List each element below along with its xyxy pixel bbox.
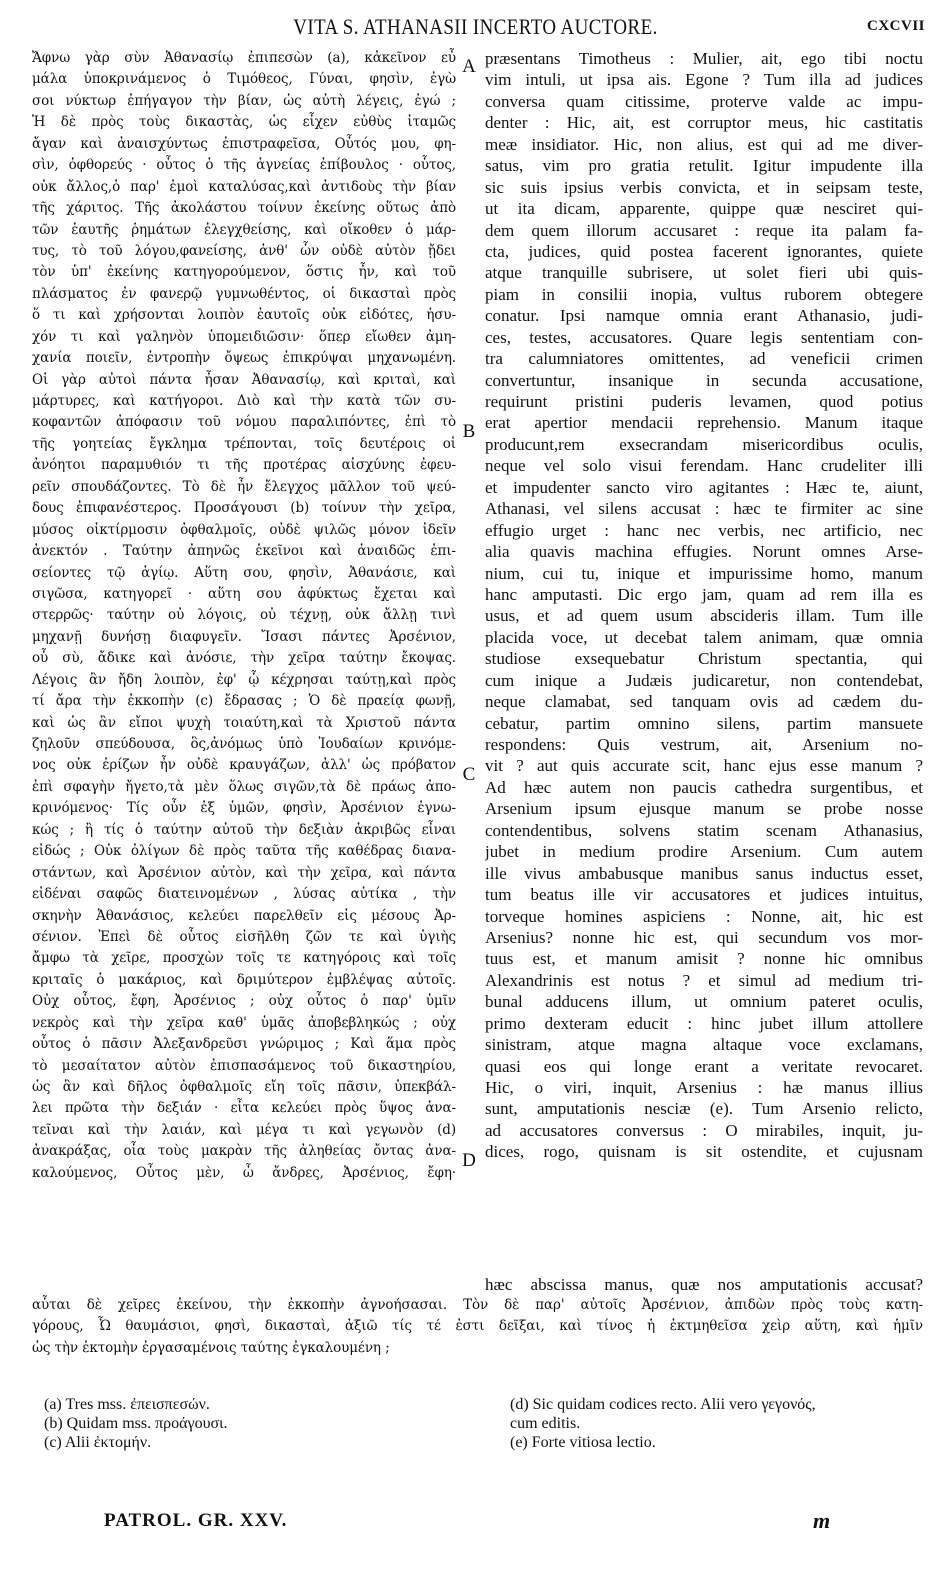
latin-text-line: Athanasi, vel silens accusat : hæc te firmiter ac sine [485, 499, 923, 519]
latin-text-line: vit ? aut quis accurate scit, hanc ejus esse manum ? [485, 756, 923, 776]
greek-text-line: ὡς ἂν καὶ δῆλος ὀφθαλμοῖς εἴη τοῖς πᾶσιν, ὑπεκβάλ- [32, 1079, 456, 1095]
greek-full-width-line: γόρους, Ὦ θαυμάσιοι, φησὶ, δικασταὶ, ἀξιῶ τίς τέ ἐστι δεῖξαι, καὶ τίνος ἡ ἐκτμηθεῖσα χεὶρ αὕτη, καὶ ἡμῖν [32, 1318, 923, 1335]
printer-signature-mark: m [813, 1508, 831, 1533]
greek-text-line: νος οὐκ ἐρίζων ἦν οὐδὲ κραυγάζων, ἀλλ' ὡς πρόβατον [32, 757, 456, 774]
greek-text-line: Οἱ γὰρ αὐτοὶ πάντα ἦσαν Ἀθανασίῳ, καὶ κριταὶ, καὶ [32, 371, 456, 388]
latin-text-line: jubet in medium prodire Arsenium. Cum autem [485, 842, 923, 862]
greek-text-line: μάρτυρες, καὶ κατήγοροι. Διὸ καὶ τὴν κατὰ τῶν συ- [32, 393, 456, 409]
latin-text-line: ad accusatores conversus : O mirabiles, inquit, ju- [485, 1120, 923, 1140]
latin-text-line: ces, testes, accusatores. Quare legis sententiam con- [485, 327, 923, 347]
latin-text-line: cum inique a Judæis judicaretur, non contendebat, [485, 670, 923, 690]
greek-text-line: ἐπὶ σφαγὴν ἤγετο,τὰ μὲν ὅλως σιγῶν,τὰ δὲ πράως ἀπο- [32, 778, 456, 795]
latin-text-line: convertuntur, insanique in secunda accusatione, [485, 370, 923, 390]
latin-text-line: producunt,rem exsecrandam misericordibus oculis, [485, 434, 923, 454]
greek-text-line: εἰδέναι σαφῶς διατεινομένων , λύσας αὐτίκα , τὴν [32, 886, 456, 903]
greek-text-line: κριταῖς ὁ μακάριος, καὶ δριμύτερον ἐμβλέψας αὐτοῖς. [32, 971, 456, 988]
page-number: CXCVII [866, 18, 925, 34]
latin-text-line: tra calumniatores omittentes, ad veneficii crimen [485, 349, 923, 369]
margin-letter-d: D [462, 1150, 476, 1171]
latin-text-line: et impudenter sancto viro agitantes : Hæc te, aiunt, [485, 477, 923, 497]
latin-text-line: hanc amputasti. Dic ergo jam, quam ad rem illa es [485, 584, 923, 604]
greek-text-line: στάντων, καὶ Ἀρσένιον αὐτὸν, καὶ τὴν χεῖρα, καὶ πάντα [32, 864, 456, 881]
margin-letter-a: A [462, 56, 476, 77]
latin-text-line: contendentibus, solvens statim scenam Athanasius, [485, 820, 923, 840]
footnotes-right [510, 1395, 923, 1452]
greek-text-line: τῆς γοητείας ἔγκλημα τρέπονται, τοῖς δευτέροις οἱ [32, 435, 456, 452]
latin-text-line: nium, cui tu, inique et impurissime homo, manum [485, 563, 923, 583]
series-signature: PATROL. GR. XXV. [104, 1510, 288, 1531]
greek-text-line: σείοντες τῷ ἁγίῳ. Αὕτη σου, φησὶν, Ἀθανάσιε, καὶ [32, 564, 456, 581]
footnote: (d) Sic quidam codices recto. Alii vero γεγονός, [510, 1396, 816, 1413]
latin-tail-line: hæc abscissa manus, quæ nos amputationis accusat? [485, 1275, 923, 1294]
latin-text-line: tuus est, et manum amisit ? nonne hic omnibus [485, 949, 923, 969]
latin-text-line: dices, rogo, quisnam is sit ostendite, et cujusnam [485, 1142, 923, 1162]
greek-text-line: νεκρὸς καὶ τὴν χεῖρα καθ' ὑμᾶς ἀποβεβληκώς ; οὐχ [32, 1014, 456, 1031]
greek-text-line: οὗ σὺ, ἄδικε καὶ ἀνόσιε, τὴν χεῖρα ταύτην ἔκοψας. [32, 650, 456, 667]
latin-text-line: studiose exsequebatur Christum spectantia, qui [485, 649, 923, 669]
latin-text-line: effugio urget : hanc nec verbis, nec artificio, nec [485, 520, 923, 540]
latin-text-line: Arsenius? nonne hic est, qui secundum vos mor- [485, 927, 923, 947]
greek-text-line: τεῖναι καὶ τὴν λαιάν, καὶ μέγα τι καὶ γεγωνὸν (d) [32, 1121, 456, 1138]
latin-text-line: Arsenium ipsum ejusque manum se probe nosse [485, 799, 923, 819]
greek-full-width-line: ὡς τὴν ἐκτομὴν ἐργασαμένοις ταύτης ἐγκαλουμένη ; [32, 1339, 390, 1356]
greek-text-line: τυς, τὸ τοῦ λόγου,φανείσης, ἀνθ' ὧν οὐδὲ αὐτὸν ᾔδει [32, 242, 456, 259]
latin-text-line: tum beatus ille vir accusatores et judices intuitus, [485, 885, 923, 905]
greek-text-line: στερρῶς· ταύτην οὐ λόγοις, οὐ τέχνῃ, οὐκ ἄλλῃ τινὶ [32, 607, 456, 624]
greek-text-line: ζηλοῦν σπεύδουσα, ὃς,ἀνόμως ὑπὸ Ἰουδαίων κρινόμε- [32, 736, 456, 752]
footnote: (a) Tres mss. ἐπεισπεσών. [44, 1396, 210, 1413]
latin-text-line: Hic, o viri, inquit, Arsenius : hæ manus illius [485, 1078, 923, 1097]
greek-text-line: χανία ποιεῖν, ἐντροπὴν ὄψεως ἐπικρύψαι μηχανωμένη. [32, 350, 456, 367]
latin-text-line: meæ insidiator. Hic, non alius, est qui ad me diver- [485, 134, 923, 154]
greek-text-line: τῶν ἑαυτῆς ῥημάτων ἐλεγχθείσης, καὶ οἴκοθεν ὁ μάρ- [32, 221, 456, 238]
greek-text-line: ἄμφω τὰ χεῖρε, προσχὼν τοῖς τε κατηγόροις καὶ τοῖς [32, 950, 456, 967]
footnote: (e) Forte vitiosa lectio. [510, 1434, 656, 1451]
latin-text-line: torveque homines aspiciens : Nonne, ait, hic est [485, 906, 923, 926]
page-title: VITA S. ATHANASII INCERTO AUCTORE. [293, 14, 658, 39]
latin-text-line: neque clamabat, sed tanquam ovis ad cædem du- [485, 692, 923, 712]
greek-text-line: οὗτος ὁ πᾶσιν Ἀλεξανδρεῦσι γνώριμος ; Καὶ ἅμα πρὸς [32, 1036, 456, 1053]
greek-text-line: τὸν ὑπ' ἐκείνης κατηγορούμενον, ὅστις ἦν, καὶ τοῦ [32, 264, 456, 281]
latin-text-line: dem quem illorum accusaret : reque ita palam fa- [485, 220, 923, 240]
greek-text-line: ἄγαν καὶ ἀναισχύντως ἐπιστραφεῖσα, Οὗτός μου, φη- [32, 135, 456, 152]
greek-text-line: μάλα ὑποκρινάμενος ὁ Τιμόθεος, Γύναι, φησὶν, ἐγὼ [32, 71, 456, 88]
latin-text-line: satus, vim pro gratia retulit. Igitur impudente illa [485, 156, 923, 176]
greek-text-line: σκηνὴν Ἀθανάσιος, κελεύει παρελθεῖν εἰς μέσους Ἀρ- [32, 907, 456, 924]
greek-text-line: πλάσματος ἐν φανερῷ γυμνωθέντος, οἱ δικασταὶ πρὸς [32, 285, 456, 302]
latin-text-line: atque tranquille subrisere, ut solet fieri ubi quis- [485, 263, 923, 283]
greek-text-line: ρεῖν σπουδάζοντες. Τὸ δὲ ἦν ἔλεγχος μᾶλλον τοῦ ψεύ- [32, 478, 456, 495]
latin-text-line: requirunt pristini puderis levamen, quod potius [485, 392, 923, 411]
margin-letter-b: B [462, 421, 476, 442]
greek-text-line: σιγῶσα, κατηγορεῖ · αὕτη σου ἀφύκτως ἔχεται καὶ [32, 585, 456, 602]
latin-text-line: vim intuli, ut ipsa ais. Egone ? Tum illa ad judices [485, 70, 923, 90]
greek-text-line: σοι νύκτωρ ἐπήγαγον τὴν βίαν, ὡς αὐτὴ λέγεις, ἐγώ ; [32, 92, 456, 109]
latin-text-line: ut ita dicam, apparente, quippe quæ nesciret qui- [485, 199, 923, 219]
greek-text-line: σένιον. Ἐπεὶ δὲ οὗτος εἰσῆλθη ζῶν τε καὶ ὑγιὴς [32, 928, 456, 945]
latin-text-line: bunal adducens illum, ut omnium pateret oculis, [485, 992, 923, 1012]
greek-text-line: κρινόμενος· Τίς οὖν ἐξ ὑμῶν, φησὶν, Ἀρσένιον ἐγνω- [32, 800, 456, 817]
greek-text-line: Ἄφνω γὰρ σὺν Ἀθανασίῳ ἐπιπεσὼν (a), κἀκεῖνον εὖ [32, 50, 456, 66]
latin-text-line: sunt, amputationis nesciæ (e). Tum Arsenio relicto, [485, 1099, 923, 1119]
latin-text-line: cebatur, partim omnino silens, partim mansuete [485, 713, 923, 733]
footnote: (c) Alii ἐκτομήν. [44, 1434, 152, 1451]
latin-text-line: conversa quam citissime, proterve valde ac impu- [485, 91, 923, 111]
latin-text-line: piam in consilii inopia, vultus ruborem obtegere [485, 284, 923, 304]
greek-text-line: ἀνακράξας, οἷα τοὺς μακρὰν τῆς ἀληθείας ὄντας ἀνα- [32, 1143, 456, 1160]
latin-text-line: primo dexteram educit : hinc jubet illum attollere [485, 1013, 923, 1033]
latin-text-line: sic suis ipsius verbis convicta, et in seipsam teste, [485, 177, 923, 197]
greek-text-line: χόν τι καὶ γαληνὸν ὑπομειδιῶσιν· ὅπερ εἴωθεν ἀμη- [32, 328, 456, 345]
greek-text-column [32, 48, 456, 1184]
latin-text-line: sinistram, atque magna altaque voce exclamans, [485, 1035, 923, 1055]
latin-text-column [485, 48, 923, 1163]
greek-text-line: εἰδώς ; Οὐκ ὀλίγων δὲ πρὸς ταῦτα τῆς καθέδρας διανα- [32, 843, 456, 860]
latin-text-line: quasi eos qui longe erant a veritate revocaret. [485, 1056, 923, 1076]
latin-text-line: usus, et ad quem usum abscideris illam. Tum ille [485, 606, 923, 626]
latin-text-line: denter : Hic, ait, est corruptor meus, hic castitatis [485, 113, 923, 133]
greek-text-line: ἀνόητοι παραμυθιόν τι τῆς προτέρας αἰσχύνης ἐφευ- [32, 457, 456, 474]
greek-text-line: Λέγοις ἂν ἤδη λοιπὸν, ἐφ' ᾧ κέχρησαι ταύτῃ,καὶ πρὸς [32, 671, 456, 688]
greek-text-line: ὅ τι καὶ χρήσονται λοιπὸν ἑαυτοῖς οὐκ εἰδότες, ἡσυ- [32, 307, 456, 324]
greek-text-line: οὐκ ἄλλος,ὁ παρ' ἐμοὶ καταλύσας,καὶ ἀντιδοὺς τὴν βίαν [32, 178, 456, 195]
greek-text-line: δους ἐπιφανέστερος. Προσάγουσι (b) τοίνυν τὴν χεῖρα, [32, 500, 456, 517]
latin-text-line: ille vivus ambabusque manibus sanus inductus esset, [485, 863, 923, 883]
greek-full-width-line: αὗται δὲ χεῖρες ἐκείνου, τὴν ἐκκοπὴν ἀγνοήσασαι. Τὸν δὲ παρ' αὐτοῖς Ἀρσένιον, ἀπιδὼν πρὸς τοὺς κατη- [32, 1297, 923, 1313]
footnote: cum editis. [510, 1415, 581, 1432]
latin-text-line: conatur. Ipsi namque omnia erant Athanasio, judi- [485, 306, 923, 326]
latin-text-line: erat apertior mendacii reprehensio. Manum itaque [485, 413, 923, 433]
greek-text-line: τί ἄρα τὴν ἐκκοπὴν (c) ἔδρασας ; Ὁ δὲ πραείᾳ φωνῇ, [32, 693, 456, 710]
greek-text-line: λει πρῶτα τὴν δεξιάν · εἶτα κελεύει πρὸς ὕψος ἀνα- [32, 1100, 456, 1117]
footnote: (b) Quidam mss. προάγουσι. [44, 1415, 228, 1432]
greek-text-line: τὸ μεσαίτατον αὐτὸν ἐπισπασάμενος τοῦ δικαστηρίου, [32, 1057, 456, 1074]
greek-text-line: ἀνεκτόν . Ταύτην ἀπηνῶς ἐκεῖνοι καὶ ἀναιδῶς ἐπι- [32, 543, 456, 560]
greek-text-line: μηχανῇ δυνήσῃ διαφυγεῖν. Ἴσασι πάντες Ἀρσένιον, [32, 628, 456, 645]
greek-text-line: καὶ ὡς ἂν εἴποι ψυχὴ τοιαύτη,καὶ τὰ Χριστοῦ πάντα [32, 714, 456, 731]
greek-text-line: Ἡ δὲ πρὸς τοὺς δικαστὰς, ὡς εἶχεν εὐθὺς ἰταμῶς [32, 114, 456, 131]
greek-full-width-text [32, 1295, 923, 1359]
latin-text-line: alia quavis machina effugies. Norunt omnes Arse- [485, 542, 923, 562]
latin-text-line: Alexandrinis est notus ? et simul ad medium tri- [485, 970, 923, 990]
greek-text-line: κοφαντῶν ἀπόφασιν τοῦ νόμου παραλιπόντες, ἐπὶ τὸ [32, 414, 456, 431]
margin-letter-c: C [462, 764, 476, 785]
latin-text-line: cta, judices, quid postea facerent ignorantes, quiete [485, 241, 923, 261]
latin-text-line: respondens: Quis vestrum, ait, Arsenium no- [485, 735, 923, 754]
latin-text-line: Ad hæc autem non paucis cathedra surgentibus, et [485, 777, 923, 797]
latin-text-line: neque vel solo visui ferendam. Hanc crudeliter illi [485, 456, 923, 476]
greek-text-line: τῆς χάριτος. Τῆς ἀκολάστου τοίνυν ἐκείνης οὕτως ἀπὸ [32, 200, 456, 217]
greek-text-line: σὶν, ὀφθορεύς · οὗτος ὁ τῆς ἁγνείας ἐπίβουλος · οὗτος, [32, 157, 456, 174]
greek-text-line: Οὐχ οὗτος, ἔφη, Ἀρσένιος ; οὐχ οὗτος ὁ παρ' ὑμῖν [32, 993, 456, 1010]
latin-text-line: placida voce, ut decebat talem animam, quæ omnia [485, 627, 923, 647]
latin-text-line: præsentans Timotheus : Mulier, ait, ego tibi noctu [485, 49, 923, 68]
greek-text-line: καλούμενος, Οὗτος μὲν, ὦ ἄνδρες, Ἀρσένιος, ἔφη· [32, 1164, 456, 1181]
running-head [0, 14, 951, 40]
greek-text-line: μύσος οἰκτίρμοσιν ὀφθαλμοῖς, οὐδὲ ψιλῶς μόνον ἰδεῖν [32, 521, 456, 538]
footnotes-left [44, 1395, 444, 1452]
greek-text-line: κώς ; ἢ τίς ὁ ταύτην αὐτοῦ τὴν δεξιὰν ἀκριβῶς εἶναι [32, 821, 456, 838]
